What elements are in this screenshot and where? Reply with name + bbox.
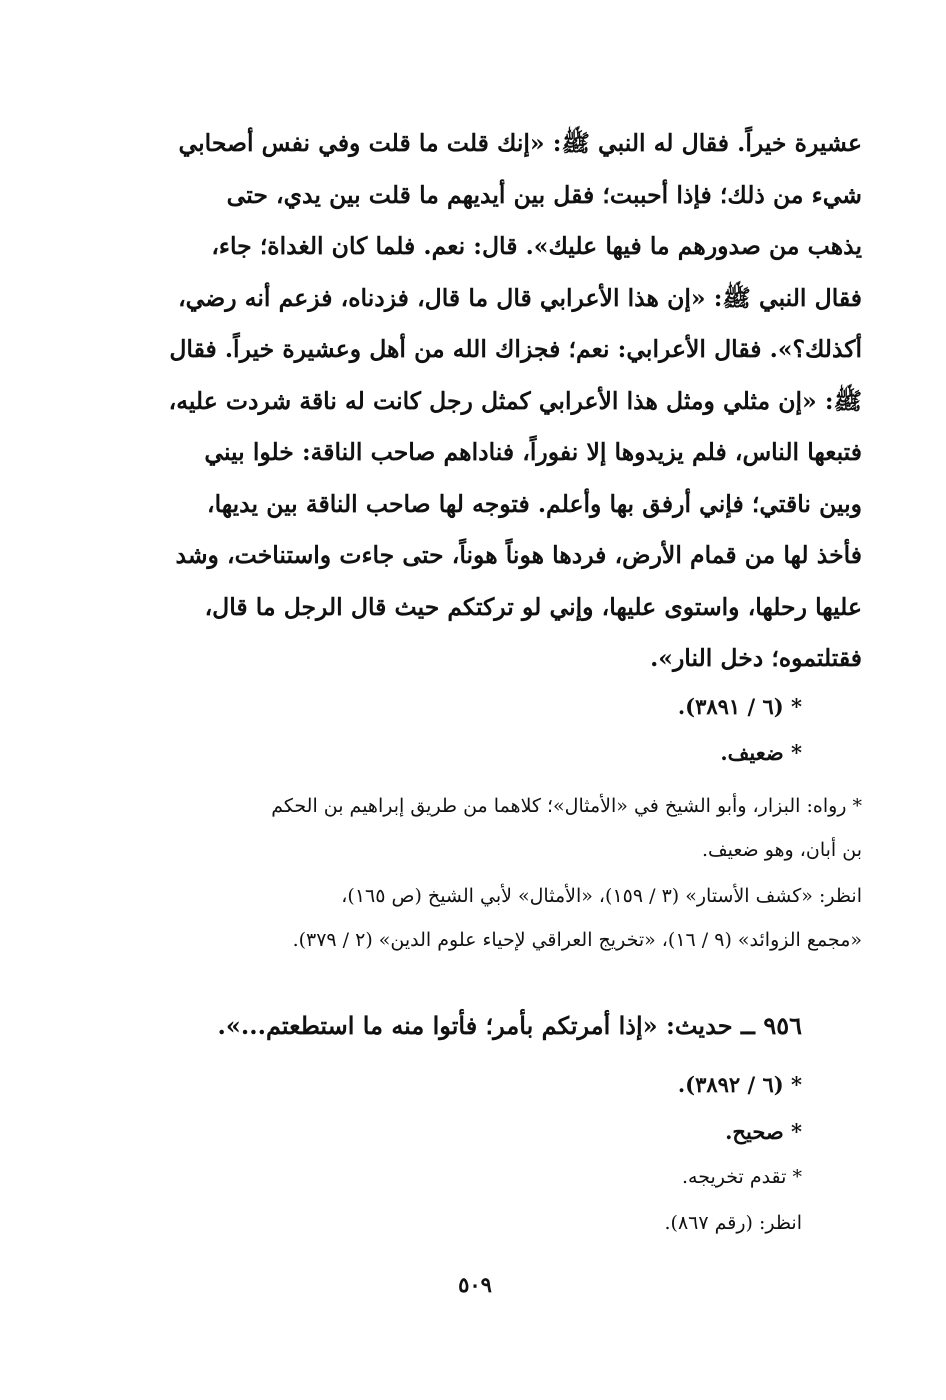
source-reference: * (٦ / ٣٨٩٢). — [677, 1072, 802, 1097]
hadith-956-heading: ٩٥٦ ــ حديث: «إذا أمرتكم بأمر؛ فأتوا منه ما استطعتم...». — [217, 1011, 802, 1040]
body-line: وبين ناقتي؛ فإني أرفق بها وأعلم. فتوجه لها صاحب الناقة بين يديها، — [207, 489, 862, 518]
body-line: فأخذ لها من قمام الأرض، فردها هوناً هوناً، حتى جاءت واستناخت، وشد — [175, 541, 862, 569]
see-also-line: انظر: «كشف الأستار» (٣ / ١٥٩)، «الأمثال» لأبي الشيخ (ص ١٦٥)، — [341, 885, 862, 907]
body-line: فقتلتموه؛ دخل النار». — [650, 644, 862, 672]
body-line: ﷺ: «إن مثلي ومثل هذا الأعرابي كمثل رجل كانت له ناقة شردت عليه، — [168, 386, 862, 415]
narration-note — [138, 784, 862, 872]
page-number: ٥٠٩ — [458, 1272, 492, 1297]
body-line: فقال النبي ﷺ: «إن هذا الأعرابي قال ما قال، فزدناه، فزعم أنه رضي، — [178, 283, 862, 312]
narration-line: * رواه: البزار، وأبو الشيخ في «الأمثال»؛ كلاهما من طريق إبراهيم بن الحكم — [271, 795, 862, 817]
body-line: يذهب من صدورهم ما فيها عليك». قال: نعم. فلما كان الغداة؛ جاء، — [211, 232, 862, 260]
grade-label: * ضعيف. — [720, 740, 802, 765]
grade-label: * صحيح. — [725, 1119, 802, 1144]
body-line: شيء من ذلك؛ فإذا أحببت؛ فقل بين أيديهم ما قلت بين يدي، حتى — [226, 180, 862, 209]
body-line: أكذلك؟». فقال الأعرابي: نعم؛ فجزاك الله من أهل وعشيرة خيراً. فقال — [169, 335, 862, 363]
body-line: عشيرة خيراً. فقال له النبي ﷺ: «إنك قلت ما قلت وفي نفس أصحابي — [178, 129, 862, 157]
see-also-line: «مجمع الزوائد» (٩ / ١٦)، «تخريج العراقي لإحياء علوم الدين» (٢ / ٣٧٩). — [292, 929, 862, 951]
source-reference: * (٦ / ٣٨٩١). — [677, 694, 802, 719]
hadith-body-text — [138, 118, 862, 685]
see-also-note: انظر: (رقم ٨٦٧). — [664, 1212, 802, 1234]
previous-takhrij-note: * تقدم تخريجه. — [681, 1166, 802, 1188]
body-line: فتبعها الناس، فلم يزيدوها إلا نفوراً، فناداهم صاحب الناقة: خلوا بيني — [204, 438, 862, 466]
body-line: عليها رحلها، واستوى عليها، وإني لو تركتكم حيث قال الرجل ما قال، — [204, 592, 862, 621]
see-also-note — [138, 874, 862, 962]
narration-line: بن أبان، وهو ضعيف. — [701, 839, 862, 861]
